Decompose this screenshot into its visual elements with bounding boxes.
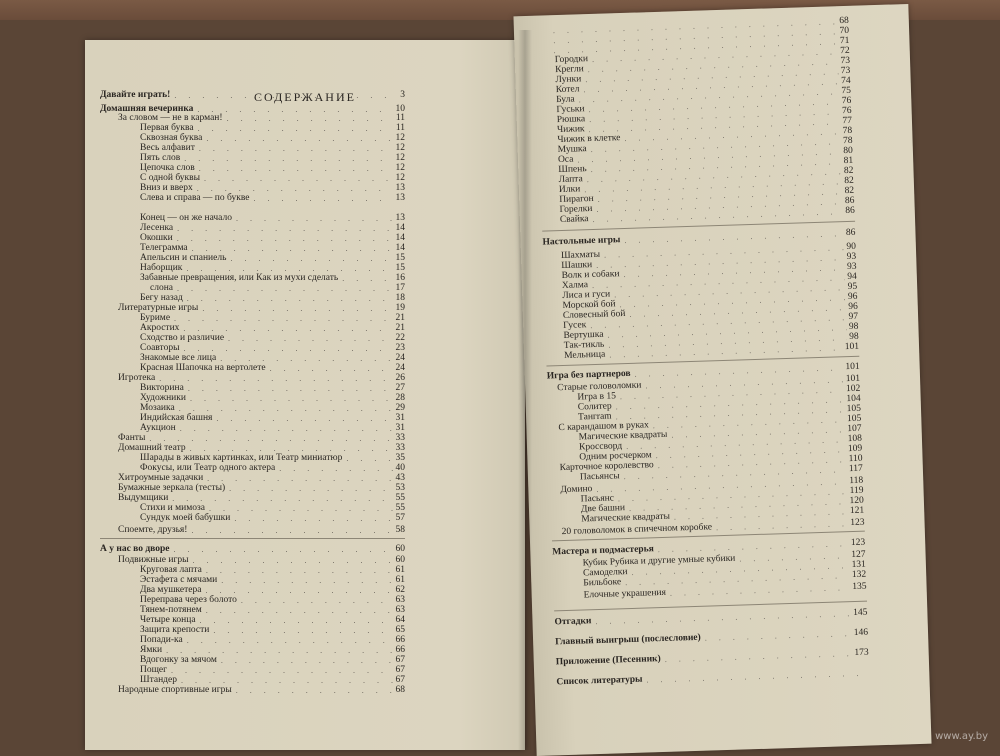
toc-page-number: 12 xyxy=(395,163,405,173)
toc-page-number: 101 xyxy=(845,361,860,373)
toc-entry-title: Игротека xyxy=(118,373,156,383)
toc-dot-leader xyxy=(646,668,866,686)
toc-page-number: 173 xyxy=(854,647,869,658)
toc-page-number: 135 xyxy=(852,581,867,593)
toc-entry-title: Шахматы xyxy=(560,249,601,262)
toc-page-number: 119 xyxy=(849,485,864,497)
toc-page-number: 82 xyxy=(844,185,855,197)
toc-entry-title: Крегли xyxy=(555,64,584,76)
toc-page-number: 67 xyxy=(395,675,405,685)
toc-entry xyxy=(555,628,868,649)
toc-entry-title: Одним росчерком xyxy=(579,450,652,463)
toc-page-number: 17 xyxy=(395,283,405,293)
toc-entry-title: Красная Шапочка на вертолете xyxy=(140,363,266,373)
toc-entry-title: Магические квадраты xyxy=(578,429,668,443)
toc-entry-title: 20 головоломок в спичечном коробке xyxy=(561,522,713,538)
toc-page-number: 64 xyxy=(395,615,405,625)
toc-entry-title: Окошки xyxy=(140,233,173,243)
toc-entry-title: Главный выигрыш (послесловие) xyxy=(555,632,701,648)
toc-entry-title: Круговая лапта xyxy=(140,565,202,575)
toc-entry-title: Попади-ка xyxy=(140,635,183,645)
toc-entry-title: Пять слов xyxy=(140,153,181,163)
toc-entry-title: Знакомые все лица xyxy=(140,353,217,363)
toc-page-number: 102 xyxy=(845,383,861,395)
toc-page-number: 123 xyxy=(850,517,865,529)
toc-page-number: 90 xyxy=(846,241,857,253)
toc-page-number: 40 xyxy=(395,463,405,473)
toc-entry-title: Мастера и подмастерья xyxy=(552,544,654,558)
toc-page-number: 31 xyxy=(395,413,405,423)
toc-entry-title: Четыре конца xyxy=(140,615,196,625)
toc-page-number: 104 xyxy=(846,393,861,405)
toc-page-number: 105 xyxy=(846,413,862,425)
toc-page-number: 73 xyxy=(840,65,851,77)
toc-dot-leader xyxy=(174,544,393,555)
toc-entry-title: Приложение (Песенник) xyxy=(555,654,661,668)
toc-page-number: 71 xyxy=(839,35,850,47)
toc-entry-title: Гусек xyxy=(563,320,587,331)
toc-entry-title: Городки xyxy=(554,54,589,66)
toc-entry-title: Аукцион xyxy=(140,423,176,433)
toc-page-number: 76 xyxy=(841,105,852,117)
toc-page-number: 76 xyxy=(841,95,852,107)
toc-entry-title: слона xyxy=(150,283,174,293)
toc-entry xyxy=(118,525,405,536)
toc-entry-title: За словом — не в карман! xyxy=(118,113,223,123)
toc-entry-title: Сквозная буква xyxy=(140,133,203,143)
toc-page-number: 86 xyxy=(844,195,855,207)
toc-dot-leader xyxy=(665,648,852,665)
toc-page-number: 117 xyxy=(848,463,864,475)
toc-page-number: 11 xyxy=(395,113,405,123)
toc-entry-title: Вертушка xyxy=(563,329,604,341)
toc-page-number xyxy=(866,668,869,679)
toc-page-number: 60 xyxy=(395,555,405,565)
toc-page-number: 55 xyxy=(395,503,405,513)
toc-page-number: 10 xyxy=(395,104,405,114)
toc-page-number: 67 xyxy=(395,665,405,675)
toc-entry-title: Домино xyxy=(560,484,593,496)
toc-page-number: 70 xyxy=(839,25,850,37)
toc-page-number: 110 xyxy=(848,453,863,465)
toc-entry xyxy=(556,668,869,689)
toc-page-number: 107 xyxy=(847,423,862,435)
page-title: СОДЕРЖАНИЕ xyxy=(254,90,356,104)
toc-page-number: 14 xyxy=(395,243,405,253)
toc-page-number: 18 xyxy=(395,293,405,303)
toc-entry-title: Шпень xyxy=(558,164,587,176)
toc-entry-title: Була xyxy=(555,94,575,106)
toc-page-number: 23 xyxy=(395,343,405,353)
toc-entry-title: Игра в 15 xyxy=(577,391,617,403)
toc-entry-title: А у нас во дворе xyxy=(100,544,170,554)
toc-entry-title: Ямки xyxy=(140,645,163,655)
toc-page-number: 63 xyxy=(395,595,405,605)
toc-page-number: 66 xyxy=(395,635,405,645)
toc-page-number: 86 xyxy=(845,205,855,217)
toc-entry-title: Викторина xyxy=(140,383,184,393)
toc-entry-title: Бильбоке xyxy=(583,577,622,589)
right-page xyxy=(513,4,931,756)
left-page xyxy=(85,40,525,750)
toc-entry-title: Домашний театр xyxy=(118,443,186,453)
toc-page-number: 145 xyxy=(852,607,868,619)
toc-entry-title: Солитер xyxy=(577,401,612,413)
toc-entry-title: Список литературы xyxy=(556,674,643,688)
toc-page-number: 74 xyxy=(841,75,851,87)
toc-entry-title: Старые головоломки xyxy=(557,380,642,394)
toc-page-number: 68 xyxy=(395,685,405,695)
toc-page-number: 43 xyxy=(395,473,405,483)
toc-page-number: 24 xyxy=(395,353,405,363)
toc-entry-title: Телеграмма xyxy=(140,243,188,253)
toc-page-number: 16 xyxy=(395,273,405,283)
toc-entry-title: Шарады в живых картинках, или Театр миниатюр xyxy=(140,453,343,463)
toc-entry-title: Волк и собаки xyxy=(561,269,620,281)
toc-entry xyxy=(556,648,869,669)
toc-entry-title: Литературные игры xyxy=(118,303,199,313)
toc-entry-title: Мельница xyxy=(564,349,606,361)
toc-page-number: 26 xyxy=(395,373,405,383)
toc-page-number: 72 xyxy=(840,45,850,57)
toc-page-number: 13 xyxy=(395,183,405,193)
toc-page-number: 14 xyxy=(395,223,405,233)
toc-page-number: 61 xyxy=(395,575,405,585)
toc-page-number: 65 xyxy=(395,625,405,635)
toc-page-number: 12 xyxy=(395,133,405,143)
toc-entry-title: Гуськи xyxy=(556,104,585,116)
toc-entry-title: Бумажные зеркала (тесты) xyxy=(118,483,226,493)
toc-page-number: 12 xyxy=(395,143,405,153)
toc-entry-title: Лесенка xyxy=(140,223,174,233)
toc-page-number: 55 xyxy=(395,493,405,503)
toc-entry-title: Сундук моей бабушки xyxy=(140,513,231,523)
toc-page-number: 121 xyxy=(849,505,865,517)
toc-entry-title: Эстафета с мячами xyxy=(140,575,218,585)
toc-page-number: 101 xyxy=(845,373,861,385)
toc-entry-title: Художники xyxy=(140,393,186,403)
toc-entry xyxy=(100,90,405,101)
toc-entry-title: Чижик в клетке xyxy=(557,133,621,146)
toc-dot-leader xyxy=(236,685,393,696)
toc-entry-title: Так-тикль xyxy=(563,339,605,351)
toc-page-number: 60 xyxy=(395,544,405,554)
toc-page-number: 28 xyxy=(395,393,405,403)
toc-page-number: 35 xyxy=(395,453,405,463)
toc-entry-title: Кроссворд xyxy=(578,441,623,453)
toc-page-number: 77 xyxy=(842,115,853,127)
toc-page-number: 108 xyxy=(847,433,863,445)
toc-entry-title: Наборщик xyxy=(140,263,183,273)
toc-page-number: 53 xyxy=(395,483,405,493)
toc-entry-title: Две башни xyxy=(580,503,626,515)
toc-entry-title: Мушка xyxy=(557,144,587,156)
toc-page-number: 27 xyxy=(395,383,405,393)
toc-page-number: 3 xyxy=(400,90,405,100)
toc-page-number: 101 xyxy=(844,341,860,353)
toc-entry-title: Бегу назад xyxy=(140,293,183,303)
toc-page-number: 66 xyxy=(395,645,405,655)
toc-entry-title: Соавторы xyxy=(140,343,180,353)
toc-entry-title: Халма xyxy=(561,280,589,291)
toc-entry-title: Пасьянсы xyxy=(579,471,620,483)
toc-page-number: 13 xyxy=(395,193,405,203)
toc-entry-title: Пирагон xyxy=(559,193,594,206)
toc-page-number: 123 xyxy=(850,537,866,549)
toc-page-number: 12 xyxy=(395,173,405,183)
toc-entry-title: Давайте играть! xyxy=(100,90,171,100)
toc-dot-leader xyxy=(705,628,851,644)
toc-page-number: 132 xyxy=(851,569,867,581)
toc-page-number: 82 xyxy=(844,175,854,187)
toc-entry-title: Отгадки xyxy=(554,616,592,628)
toc-entry-title: Первая буква xyxy=(140,123,194,133)
toc-entry-title: Самоделки xyxy=(582,567,628,579)
toc-entry-title: Пощег xyxy=(140,665,168,675)
toc-page-number: 98 xyxy=(849,331,859,342)
toc-entry-title: С одной буквы xyxy=(140,173,201,183)
toc-entry-title: Елочные украшения xyxy=(583,587,667,601)
toc-page-number: 127 xyxy=(851,549,866,561)
toc-page-number: 15 xyxy=(395,263,405,273)
toc-page-number: 62 xyxy=(395,585,405,595)
toc-page-number: 146 xyxy=(853,627,869,638)
toc-entry-title: Шашки xyxy=(561,260,593,272)
toc-entry-title: Цепочка слов xyxy=(140,163,195,173)
toc-entry-title: Конец — он же начало xyxy=(140,213,232,223)
toc-entry-title: Рюшка xyxy=(556,114,586,126)
toc-entry-title: Чижик xyxy=(556,124,585,136)
toc-page-number: 73 xyxy=(840,55,851,67)
toc-page-number: 14 xyxy=(395,233,405,243)
toc-page-number: 80 xyxy=(843,145,854,157)
toc-page-number: 22 xyxy=(395,333,405,343)
toc-entry-title: Игра без партнеров xyxy=(546,368,631,382)
toc-page-number: 93 xyxy=(846,251,857,263)
toc-page-number: 105 xyxy=(846,403,862,415)
toc-entry-title: Акростих xyxy=(140,323,180,333)
toc-entry-title: Индийская башня xyxy=(140,413,213,423)
toc-entry-title: Выдумщики xyxy=(118,493,169,503)
toc-entry-title: Настольные игры xyxy=(542,235,621,248)
book-gutter xyxy=(518,30,532,750)
toc-entry-title: Тянем-потянем xyxy=(140,605,202,615)
toc-entry-title: Кубик Рубика и другие умные кубики xyxy=(582,553,736,569)
toc-entry-title: Сходство и различие xyxy=(140,333,225,343)
toc-entry-title: Слева и справа — по букве xyxy=(140,193,250,203)
section-divider xyxy=(100,538,405,539)
toc-entry-title: Пасьянс xyxy=(580,493,615,505)
toc-entry-title: Хитроумные задачки xyxy=(118,473,204,483)
toc-entry xyxy=(140,513,405,524)
toc-entry-title: Защита крепости xyxy=(140,625,210,635)
toc-entry-title: Стихи и мимоза xyxy=(140,503,205,513)
toc-page-number: 86 xyxy=(845,227,856,239)
toc-entry-title: Два мушкетера xyxy=(140,585,202,595)
toc-page-number: 96 xyxy=(847,291,858,303)
toc-page-number: 120 xyxy=(849,495,865,507)
watermark: www.ay.by xyxy=(935,731,988,742)
toc-entry-title: Лунки xyxy=(555,74,582,86)
toc-page-number: 131 xyxy=(851,559,867,571)
toc-page-number: 78 xyxy=(842,125,853,137)
toc-dot-leader xyxy=(254,193,393,204)
toc-entry-title: Переправа через болото xyxy=(140,595,237,605)
toc-entry-title: Народные спортивные игры xyxy=(118,685,232,695)
toc-page-number: 31 xyxy=(395,423,405,433)
toc-entry-title: Вниз и вверх xyxy=(140,183,193,193)
toc-page-number: 67 xyxy=(395,655,405,665)
toc-page-number: 61 xyxy=(395,565,405,575)
toc-entry-title: Словесный бой xyxy=(562,309,626,321)
toc-entry-title: Весь алфавит xyxy=(140,143,195,153)
toc-page-number: 58 xyxy=(395,525,405,535)
toc-dot-leader xyxy=(174,90,397,101)
toc-entry-title: Мозаика xyxy=(140,403,175,413)
toc-page-number: 21 xyxy=(395,323,405,333)
toc-page-number: 118 xyxy=(849,475,864,487)
toc-entry-title: Свайка xyxy=(559,214,589,226)
toc-entry xyxy=(118,685,405,696)
toc-page-number: 109 xyxy=(847,443,863,455)
toc-page-number: 82 xyxy=(843,165,854,177)
toc-dot-leader xyxy=(234,513,392,524)
toc-page-number: 78 xyxy=(842,135,853,147)
toc-entry-title: Оса xyxy=(557,154,574,166)
toc-page-number: 12 xyxy=(395,153,405,163)
toc-page-number: 95 xyxy=(847,281,858,293)
toc-dot-leader xyxy=(595,608,850,627)
toc-page-number: 57 xyxy=(395,513,405,523)
toc-entry-title: Фанты xyxy=(118,433,146,443)
toc-page-number: 33 xyxy=(395,433,405,443)
toc-entry-title: Горелки xyxy=(559,204,593,216)
toc-page-number: 11 xyxy=(395,123,405,133)
toc-entry-title: Забавные превращения, или Как из мухи сделать xyxy=(140,273,339,283)
toc-page-number: 94 xyxy=(847,271,857,283)
toc-entry xyxy=(100,544,405,555)
toc-entry-title: Подвижные игры xyxy=(118,555,189,565)
toc-entry-title: С карандашом в руках xyxy=(558,420,649,434)
toc-page-number: 15 xyxy=(395,253,405,263)
toc-entry-title: Споемте, друзья! xyxy=(118,525,188,535)
toc-page-number: 33 xyxy=(395,443,405,453)
toc-page-number: 24 xyxy=(395,363,405,373)
toc-entry-title: Буриме xyxy=(140,313,171,323)
toc-entry-title: Морской бой xyxy=(562,299,616,311)
toc-entry-title: Тангram xyxy=(577,411,612,423)
toc-entry-title: Лапта xyxy=(558,174,583,186)
toc-page-number: 98 xyxy=(848,321,859,333)
toc-page-number: 96 xyxy=(848,301,858,313)
toc-page-number: 19 xyxy=(395,303,405,313)
toc-dot-leader xyxy=(191,525,392,536)
toc-entry-title: Фокусы, или Театр одного актера xyxy=(140,463,276,473)
toc-page-number: 81 xyxy=(843,155,854,167)
toc-page-number: 93 xyxy=(846,261,857,273)
toc-entry-title: Илки xyxy=(558,184,581,196)
toc-entry-title: Вдогонку за мячом xyxy=(140,655,217,665)
toc-page-number: 68 xyxy=(839,15,849,27)
toc-page-number: 21 xyxy=(395,313,405,323)
toc-entry-title: Котел xyxy=(555,84,580,96)
toc-entry xyxy=(140,193,405,204)
toc-entry-title: Штандер xyxy=(140,675,177,685)
toc-page-number: 97 xyxy=(848,311,859,323)
toc-entry-title: Карточное королевство xyxy=(559,460,654,474)
toc-page-number: 63 xyxy=(395,605,405,615)
toc-page-number: 29 xyxy=(395,403,405,413)
toc-page-number: 13 xyxy=(395,213,405,223)
toc-entry xyxy=(554,608,867,629)
toc-entry-title: Апельсин и спаниель xyxy=(140,253,227,263)
toc-entry-title: Магические квадраты xyxy=(581,511,671,525)
toc-entry-title: Домашняя вечеринка xyxy=(100,104,194,114)
toc-entry-title: Лиса и гуси xyxy=(562,289,611,301)
toc-page-number: 75 xyxy=(841,85,852,97)
